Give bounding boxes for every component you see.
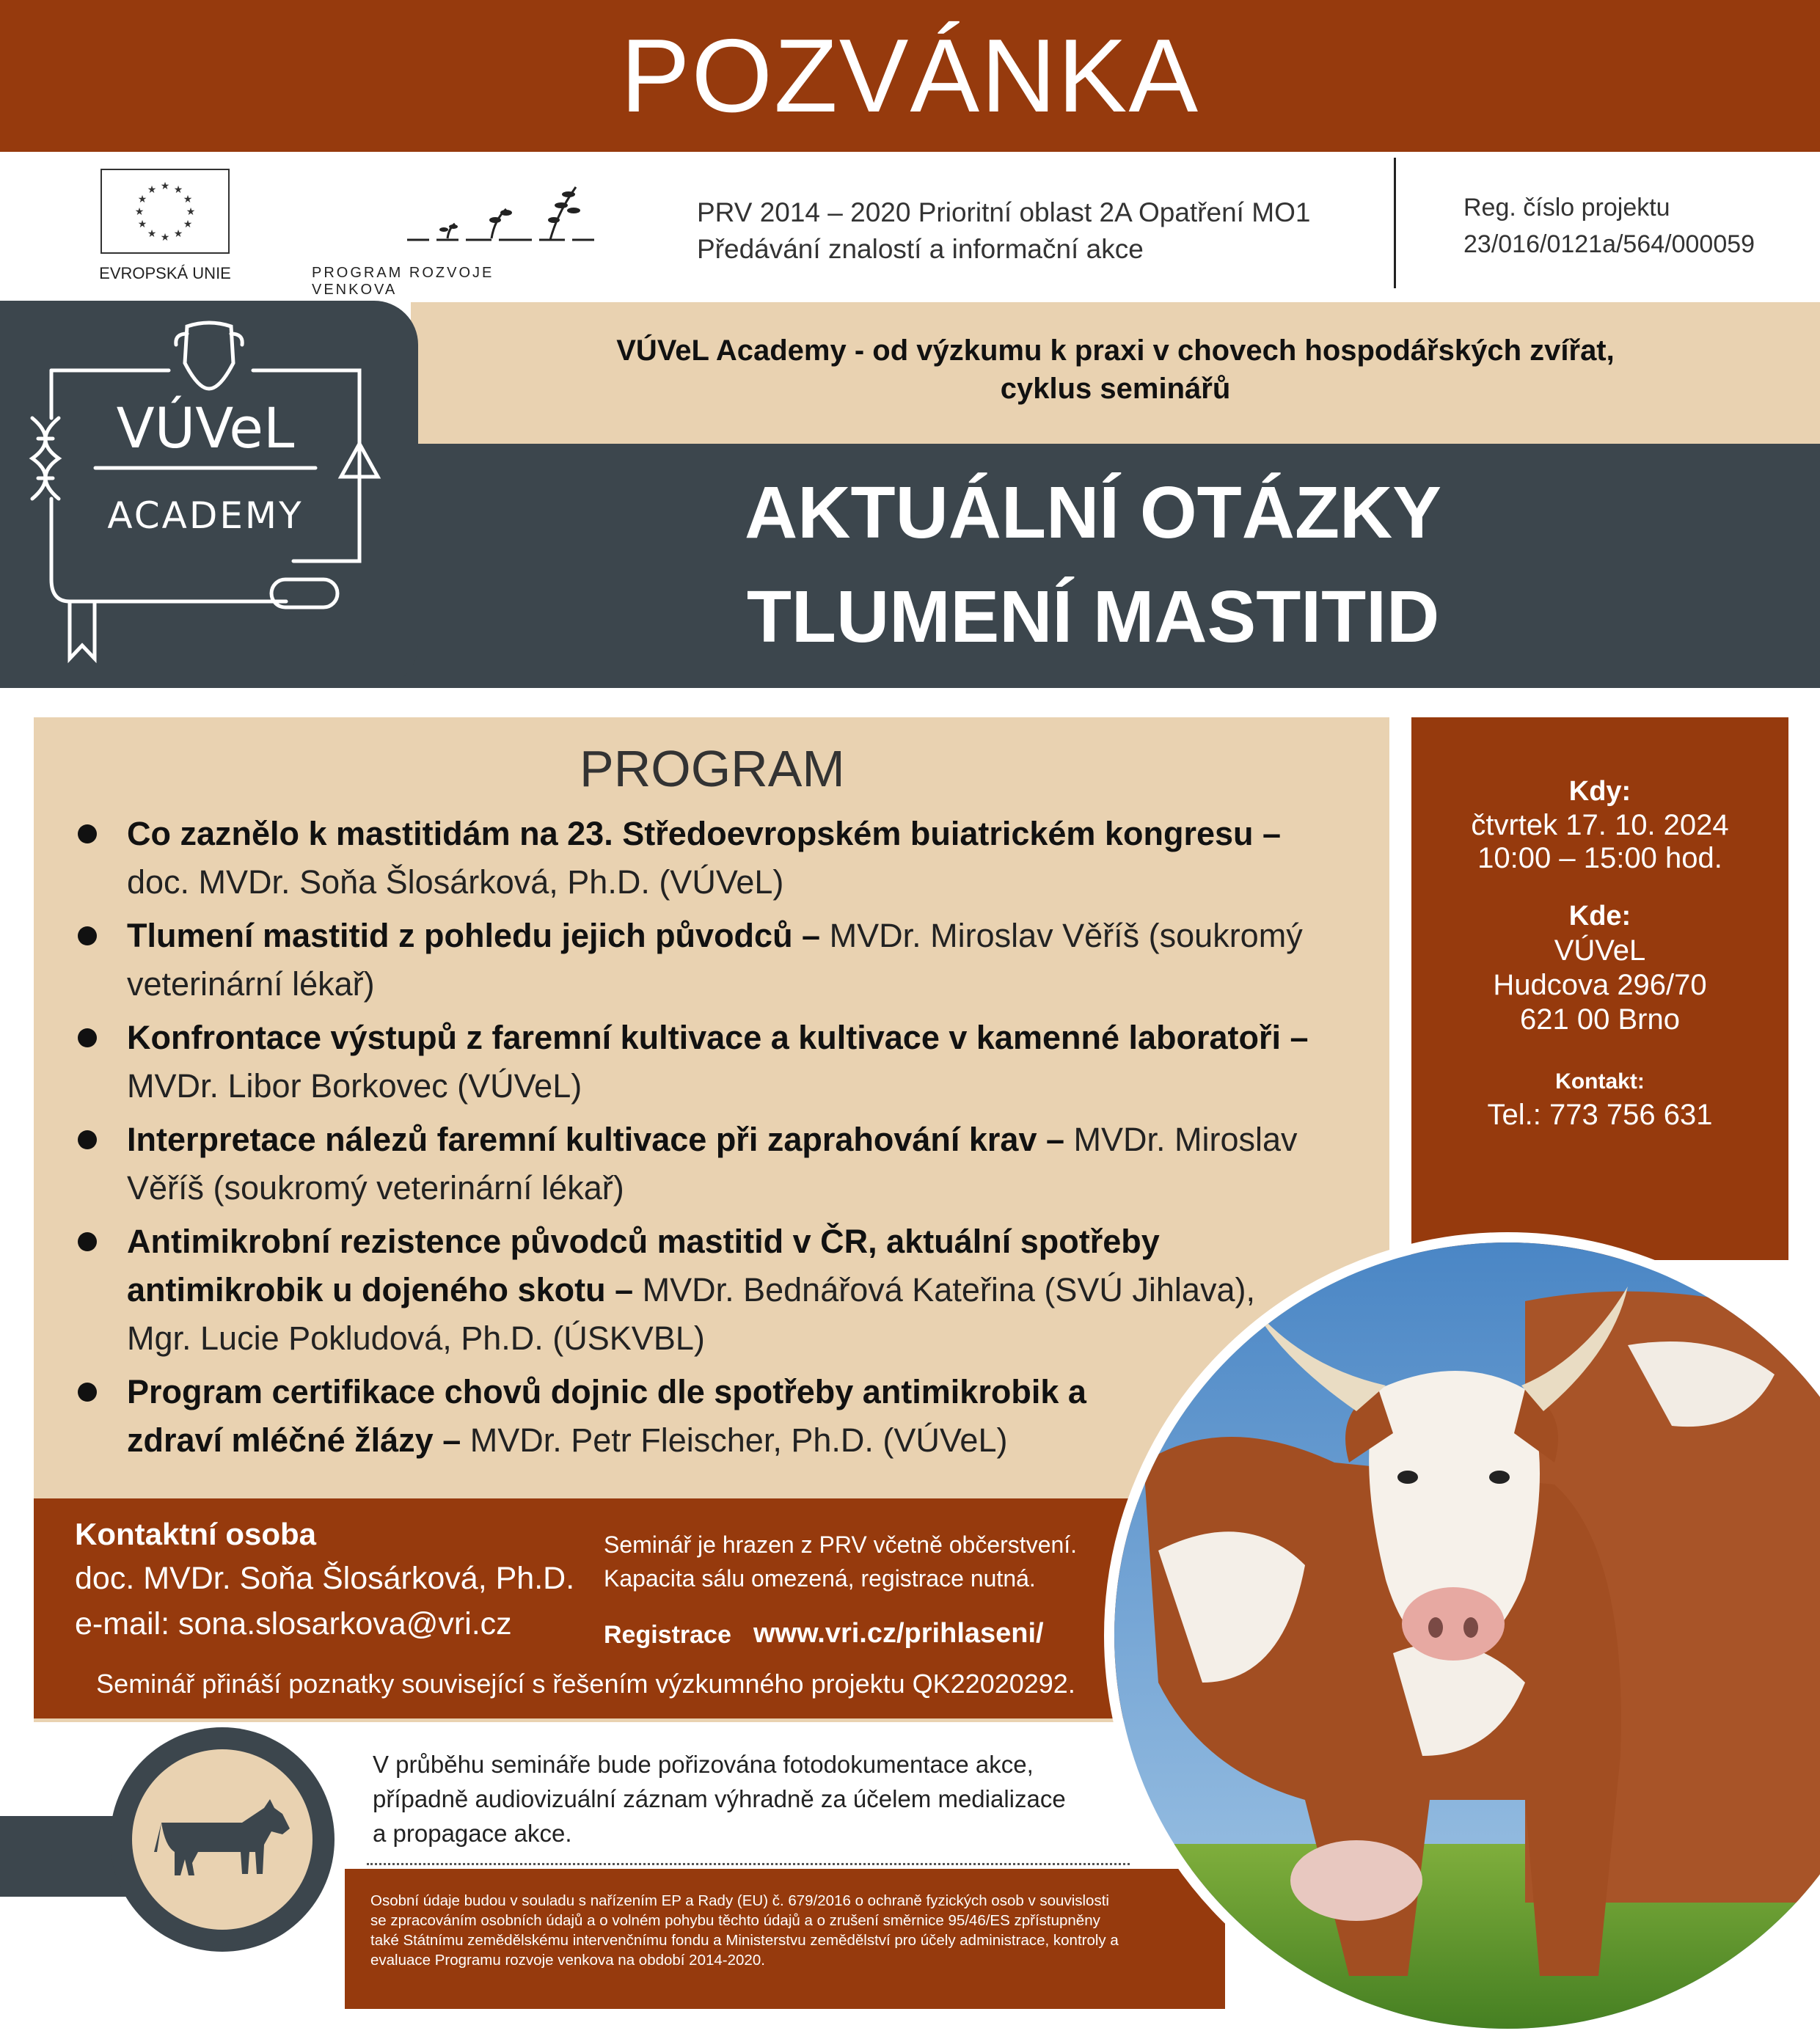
registration-label: Registrace xyxy=(604,1621,731,1649)
funding-line: Kapacita sálu omezená, registrace nutná. xyxy=(604,1565,1036,1592)
contact-email[interactable]: e-mail: sona.slosarkova@vri.cz xyxy=(75,1606,512,1641)
list-item xyxy=(72,1368,1312,1465)
contact-name: doc. MVDr. Soňa Šlosárková, Ph.D. xyxy=(75,1561,575,1596)
svg-text:★: ★ xyxy=(183,194,193,205)
photo-note-line: a propagace akce. xyxy=(373,1820,572,1847)
contact-heading: Kontaktní osoba xyxy=(75,1517,317,1551)
program-topic: Interpretace nálezů faremní kultivace při zaprahování krav – xyxy=(127,1121,1065,1158)
registration-number xyxy=(1463,189,1755,263)
program-speaker: MVDr. Libor Borkovec (VÚVeL) xyxy=(127,1067,582,1105)
program-heading: PROGRAM xyxy=(580,740,845,797)
series-line: cyklus seminářů xyxy=(1000,373,1231,405)
program-list xyxy=(72,810,1312,1470)
prv-info xyxy=(697,194,1310,268)
program-topic: Program certifikace chovů dojnic dle spotřeby antimikrobik a zdraví mléčné žlázy – xyxy=(127,1373,1086,1459)
reg-label: Reg. číslo projektu xyxy=(1463,194,1670,222)
list-item xyxy=(72,1014,1312,1110)
program-topic: Konfrontace výstupů z faremní kultivace a kultivace v kamenné laboratoři – xyxy=(127,1019,1309,1056)
gdpr-notice: Osobní údaje budou v souladu s nařízením EP a Rady (EU) č. 679/2016 o ochraně fyzických osob v souvislosti se zpracováním osobních údajů a o volném pohybu těchto údajů a o zrušení směrnice 95/46/ES zpřístupněny také Státnímu zemědělskému intervenčnímu fondu a Ministerstvu zemědělství pro účely administrace, kontroly a evaluace Programu rozvoje venkova na období 2014-2020. xyxy=(370,1892,1119,1969)
contact-label: Kontakt: xyxy=(1555,1069,1645,1094)
svg-text:★: ★ xyxy=(147,184,157,196)
prv-line: Předávání znalostí a informační akce xyxy=(697,234,1144,264)
cow-icon xyxy=(132,1749,313,1930)
dotted-divider xyxy=(367,1863,1130,1865)
list-item xyxy=(72,1116,1312,1212)
divider xyxy=(1394,158,1396,288)
event-date: čtvrtek 17. 10. 2024 xyxy=(1471,809,1729,841)
academy-logo-name: VÚVeL xyxy=(116,395,295,461)
when-label: Kdy: xyxy=(1568,776,1631,807)
funding-line: Seminář je hrazen z PRV včetně občerstvení. xyxy=(604,1531,1078,1558)
eu-label: EVROPSKÁ UNIE xyxy=(99,264,231,282)
prv-line: PRV 2014 – 2020 Prioritní oblast 2A Opatření MO1 xyxy=(697,197,1311,227)
svg-text:★: ★ xyxy=(147,228,157,240)
venue-city: 621 00 Brno xyxy=(1520,1003,1680,1036)
svg-text:★: ★ xyxy=(186,206,196,218)
series-subtitle xyxy=(411,332,1820,408)
program-speaker: MVDr. Bednářová Kateřina (SVÚ Jihlava), Mgr. Lucie Pokludová, Ph.D. (ÚSKVBL) xyxy=(127,1271,1255,1357)
eu-flag-logo xyxy=(100,169,230,254)
program-speaker: doc. MVDr. Soňa Šlosárková, Ph.D. (VÚVeL) xyxy=(127,863,784,901)
program-topic: Antimikrobní rezistence původců mastitid v ČR, aktuální spotřeby antimikrobik u dojeného skotu – xyxy=(127,1223,1160,1308)
rural-development-logo xyxy=(403,180,602,249)
program-speaker: MVDr. Petr Fleischer, Ph.D. (VÚVeL) xyxy=(461,1421,1008,1459)
svg-text:★: ★ xyxy=(137,219,147,230)
program-topic: Co zaznělo k mastitidám na 23. Středoevropském buiatrickém kongresu – xyxy=(127,815,1282,852)
svg-text:★: ★ xyxy=(173,184,183,196)
program-speaker: MVDr. Miroslav Věříš (soukromý veterinární lékař) xyxy=(127,1121,1298,1207)
event-time: 10:00 – 15:00 hod. xyxy=(1477,842,1722,874)
event-title-line: TLUMENÍ MASTITID xyxy=(746,576,1440,658)
photo-note-line: V průběhu semináře bude pořizována fotodokumentace akce, xyxy=(373,1751,1034,1778)
page-title: POZVÁNKA xyxy=(620,18,1200,134)
list-item xyxy=(72,912,1312,1008)
svg-text:★: ★ xyxy=(134,206,145,218)
svg-text:★: ★ xyxy=(160,180,170,192)
event-title-line: AKTUÁLNÍ OTÁZKY xyxy=(745,472,1441,554)
academy-logo-sub: ACADEMY xyxy=(107,494,304,537)
series-line: VÚVeL Academy - od výzkumu k praxi v chovech hospodářských zvířat, xyxy=(616,334,1615,367)
where-label: Kde: xyxy=(1568,901,1631,931)
event-title xyxy=(572,461,1614,669)
contact-phone: Tel.: 773 756 631 xyxy=(1487,1099,1713,1131)
reg-number: 23/016/0121a/564/000059 xyxy=(1463,230,1755,258)
svg-text:★: ★ xyxy=(160,232,170,244)
venue-street: Hudcova 296/70 xyxy=(1493,969,1707,1001)
svg-text:★: ★ xyxy=(173,228,183,240)
svg-text:★: ★ xyxy=(137,194,147,205)
program-speaker: MVDr. Miroslav Věříš (soukromý veterinární lékař) xyxy=(127,917,1303,1003)
rdp-label: PROGRAM ROZVOJE VENKOVA xyxy=(312,265,494,298)
list-item xyxy=(72,1218,1312,1363)
program-topic: Tlumení mastitid z pohledu jejich původců – xyxy=(127,917,821,954)
academy-logo xyxy=(0,301,418,688)
project-note: Seminář přináší poznatky související s řešením výzkumného projektu QK22020292. xyxy=(96,1669,1075,1699)
svg-text:★: ★ xyxy=(183,219,193,230)
venue-name: VÚVeL xyxy=(1554,934,1646,967)
list-item xyxy=(72,810,1312,907)
photo-note xyxy=(373,1747,1066,1851)
registration-link[interactable]: www.vri.cz/prihlaseni/ xyxy=(753,1618,1044,1649)
funding-note xyxy=(604,1528,1077,1595)
photo-note-line: případně audiovizuální záznam výhradně za účelem medializace xyxy=(373,1785,1066,1812)
